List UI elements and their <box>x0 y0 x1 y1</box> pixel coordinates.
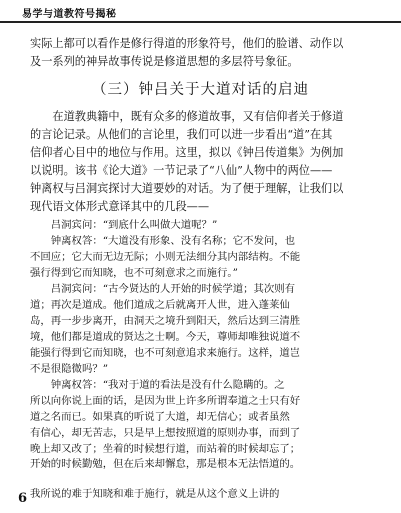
dialogue-line: 强行得到它而知晓，也不可刻意求之而施行。” <box>30 267 238 279</box>
dialogue-line: 有信心，却无苦志，只是早上想按照道的原则办事，而到了 <box>30 427 301 439</box>
body-line: 现代语文体形式意译其中的几段—— <box>30 200 210 213</box>
body-line: 的言论记录。从他们的言论里，我们可以进一步看出“道”在其 <box>30 128 333 141</box>
dialogue-line: 开始的时候勤勉，但在后来却懈怠，那是根本无法悟道的。 <box>30 458 301 470</box>
dialogue-line: 道之名而已。如果真的听说了大道，却无信心；或者虽然 <box>30 411 290 423</box>
dialogue-line: 不是很隐微吗？” <box>30 363 109 375</box>
dialogue-line: 晚上却又改了；坐着的时候想行道，而站着的时候却忘了； <box>30 443 301 455</box>
body-line: 在道教典籍中，既有众多的修道故事，又有信仰者关于修道 <box>30 110 344 123</box>
intro-line: 及一系列的神异故事传说是修道思想的多层符号象征。 <box>30 55 299 68</box>
body-line: 信仰者心目中的地位与作用。这里，拟以《钟吕传道集》为例加 <box>30 146 344 159</box>
section-title: （三）钟吕关于大道对话的启迪 <box>92 82 309 98</box>
dialogue-line: 不回应；它大而无边无际；小则无法细分其内部结构。不能 <box>30 251 301 263</box>
dialogue-line: 吕洞宾问：“到底什么叫做大道呢？” <box>30 219 218 231</box>
dialogue-line: 我所说的难于知晓和难于施行，就是从这个意义上讲的 <box>30 488 280 500</box>
body-line: 钟离权与吕洞宾探讨大道要妙的对话。为了便于理解，让我们以 <box>30 182 344 195</box>
header-rule <box>0 21 401 23</box>
dialogue-line: 所以向你说上面的话，是因为世上许多所谓奉道之士只有好 <box>30 395 301 407</box>
intro-line: 实际上都可以看作是修行得道的形象符号，他们的脸谱、动作以 <box>30 37 344 50</box>
body-line: 以说明。该书《论大道》一节记录了“八仙”人物中的两位—— <box>30 164 333 177</box>
dialogue-line: 钟离权答：“我对于道的看法是没有什么隐瞒的。之 <box>30 379 285 391</box>
dialogue-line: 钟离权答：“大道没有形象、没有名称；它不发问，也 <box>30 235 296 247</box>
dialogue-line: 岛，再一步步离开，由洞天之境升到阳天，然后达到三清胜 <box>30 315 301 327</box>
dialogue-line: 境，他们都是道成的贤达之士啊。今天，尊师却唯独说道不 <box>30 331 301 343</box>
dialogue-line: 吕洞宾问：“古今贤达的人开始的时候学道；其次则有 <box>30 283 296 295</box>
dialogue-line: 能强行得到它而知晓，也不可刻意追求来施行。这样，道岂 <box>30 347 301 359</box>
running-head-title: 易学与道教符号揭秘 <box>22 9 117 20</box>
dialogue-line: 道；再次是道成。他们道成之后就离开人世，进入蓬莱仙 <box>30 299 290 311</box>
page-number: 6 <box>18 491 28 506</box>
